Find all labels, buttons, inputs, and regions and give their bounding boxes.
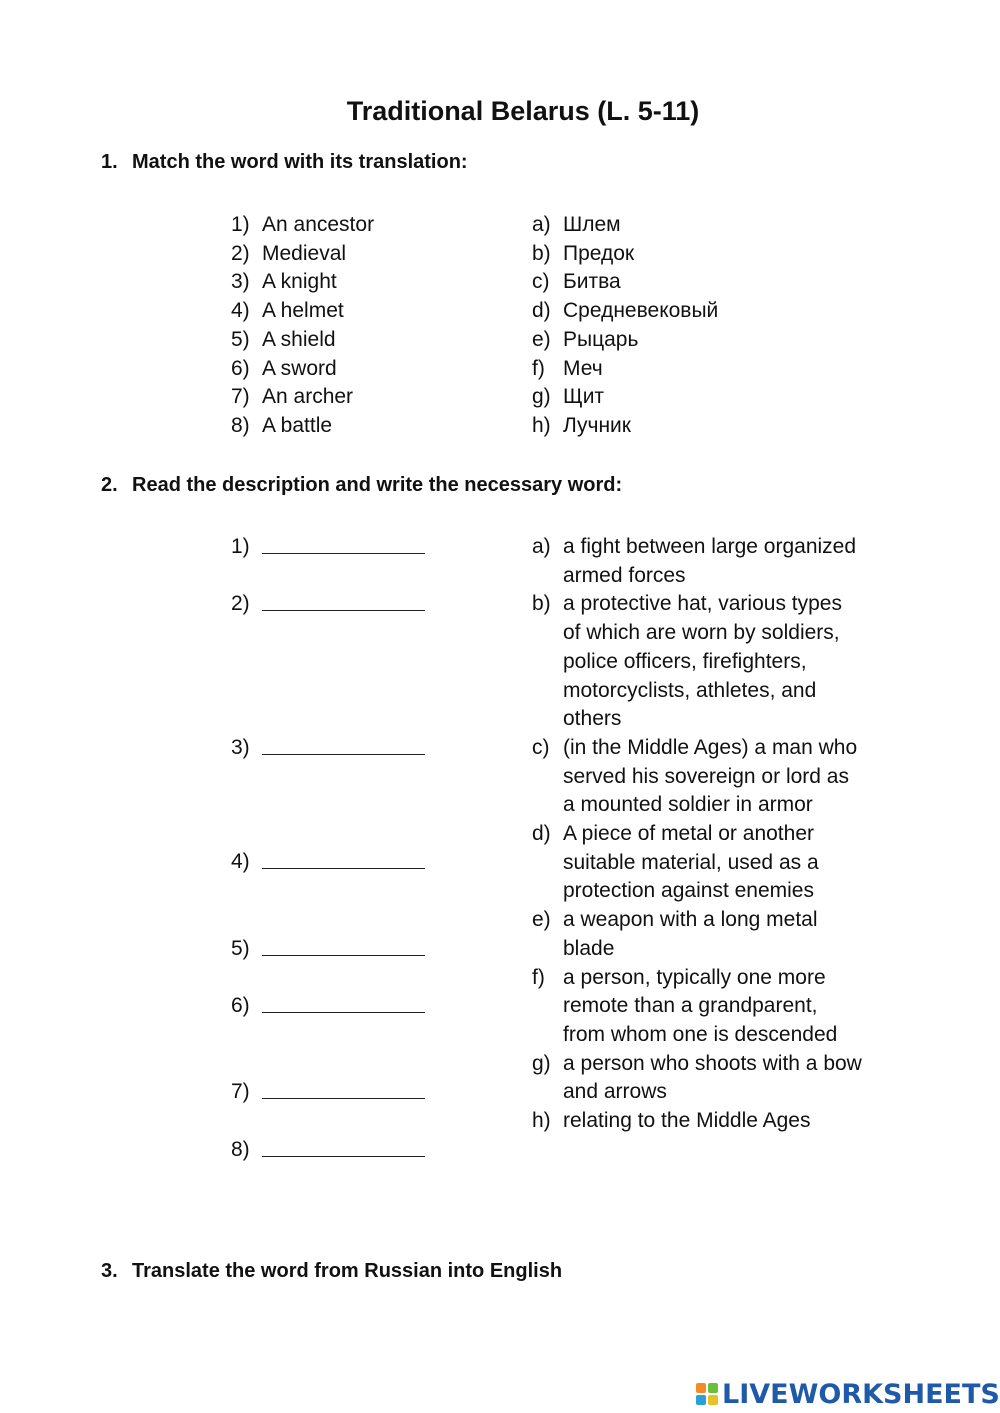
list-item: b) a protective hat, various types of which are worn by soldiers, police officers, firefighters, motorcyclists, athletes, and others bbox=[532, 592, 842, 731]
answer-input[interactable] bbox=[262, 734, 425, 755]
section-3-title: Translate the word from Russian into English bbox=[132, 1260, 563, 1282]
logo-mark-icon bbox=[696, 1383, 718, 1405]
list-item: a) a fight between large organized armed forces bbox=[532, 535, 857, 587]
russian-translation-list bbox=[532, 211, 718, 441]
list-item: e) a weapon with a long metal blade bbox=[532, 908, 818, 960]
answer-input[interactable] bbox=[262, 533, 425, 554]
list-item[interactable]: g) Щит bbox=[532, 385, 605, 409]
list-item[interactable]: b) Предок bbox=[532, 241, 635, 265]
section-2-title: Read the description and write the necessary word: bbox=[132, 474, 623, 496]
list-item[interactable]: d) Средневековый bbox=[532, 299, 719, 323]
list-item[interactable]: e) Рыцарь bbox=[532, 327, 639, 351]
logo-square bbox=[708, 1383, 718, 1393]
answer-blank-7: 7) bbox=[231, 1078, 425, 1107]
list-item: 6) A sword bbox=[231, 356, 337, 380]
section-3-number: 3. bbox=[101, 1260, 118, 1282]
answer-blank-2: 2) bbox=[231, 590, 425, 619]
answer-blank-4: 4) bbox=[231, 848, 425, 877]
answer-input[interactable] bbox=[262, 935, 425, 956]
section-1-title: Match the word with its translation: bbox=[132, 151, 468, 173]
section-3-heading bbox=[101, 1260, 562, 1283]
answer-blank-3: 3) bbox=[231, 734, 425, 763]
list-item[interactable]: f) Меч bbox=[532, 356, 603, 380]
list-item: f) a person, typically one more remote than a grandparent, from whom one is descended bbox=[532, 965, 838, 1046]
list-item: 4) A helmet bbox=[231, 299, 344, 323]
list-item: 5) A shield bbox=[231, 327, 336, 351]
list-item: 1) An ancestor bbox=[231, 213, 375, 236]
section-1-heading bbox=[101, 151, 468, 174]
list-item: c) (in the Middle Ages) a man who served his sovereign or lord as a mounted soldier in armor bbox=[532, 735, 858, 817]
logo-square bbox=[696, 1395, 706, 1405]
answer-input[interactable] bbox=[262, 1078, 425, 1099]
english-word-list bbox=[231, 211, 374, 441]
description-list bbox=[532, 533, 862, 1136]
logo-text: LIVEWORKSHEETS bbox=[722, 1378, 1000, 1410]
list-item: 8) A battle bbox=[231, 413, 333, 437]
liveworksheets-logo[interactable] bbox=[696, 1378, 1000, 1410]
answer-blank-1: 1) bbox=[231, 533, 425, 562]
answer-input[interactable] bbox=[262, 992, 425, 1013]
answer-blank-6: 6) bbox=[231, 992, 425, 1021]
list-item: d) A piece of metal or another suitable material, used as a protection against enemies bbox=[532, 822, 819, 903]
list-item[interactable]: c) Битва bbox=[532, 270, 621, 294]
list-item: 2) Medieval bbox=[231, 241, 347, 265]
answer-blank-8: 8) bbox=[231, 1136, 425, 1165]
section-2-heading bbox=[101, 474, 622, 497]
section-2-number: 2. bbox=[101, 474, 118, 496]
worksheet-title: Traditional Belarus (L. 5-11) bbox=[346, 96, 700, 126]
answer-input[interactable] bbox=[262, 590, 425, 611]
list-item[interactable]: h) Лучник bbox=[532, 413, 631, 437]
logo-square bbox=[708, 1395, 718, 1405]
logo-square bbox=[696, 1383, 706, 1393]
list-item: 7) An archer bbox=[231, 385, 354, 409]
section-1-number: 1. bbox=[101, 151, 118, 173]
answer-input[interactable] bbox=[262, 1136, 425, 1157]
list-item: h) relating to the Middle Ages bbox=[532, 1109, 811, 1133]
list-item: g) a person who shoots with a bow and arrows bbox=[532, 1051, 862, 1104]
list-item[interactable]: a) Шлем bbox=[532, 213, 621, 236]
answer-blank-5: 5) bbox=[231, 935, 425, 964]
answer-input[interactable] bbox=[262, 848, 425, 869]
list-item: 3) A knight bbox=[231, 270, 337, 294]
